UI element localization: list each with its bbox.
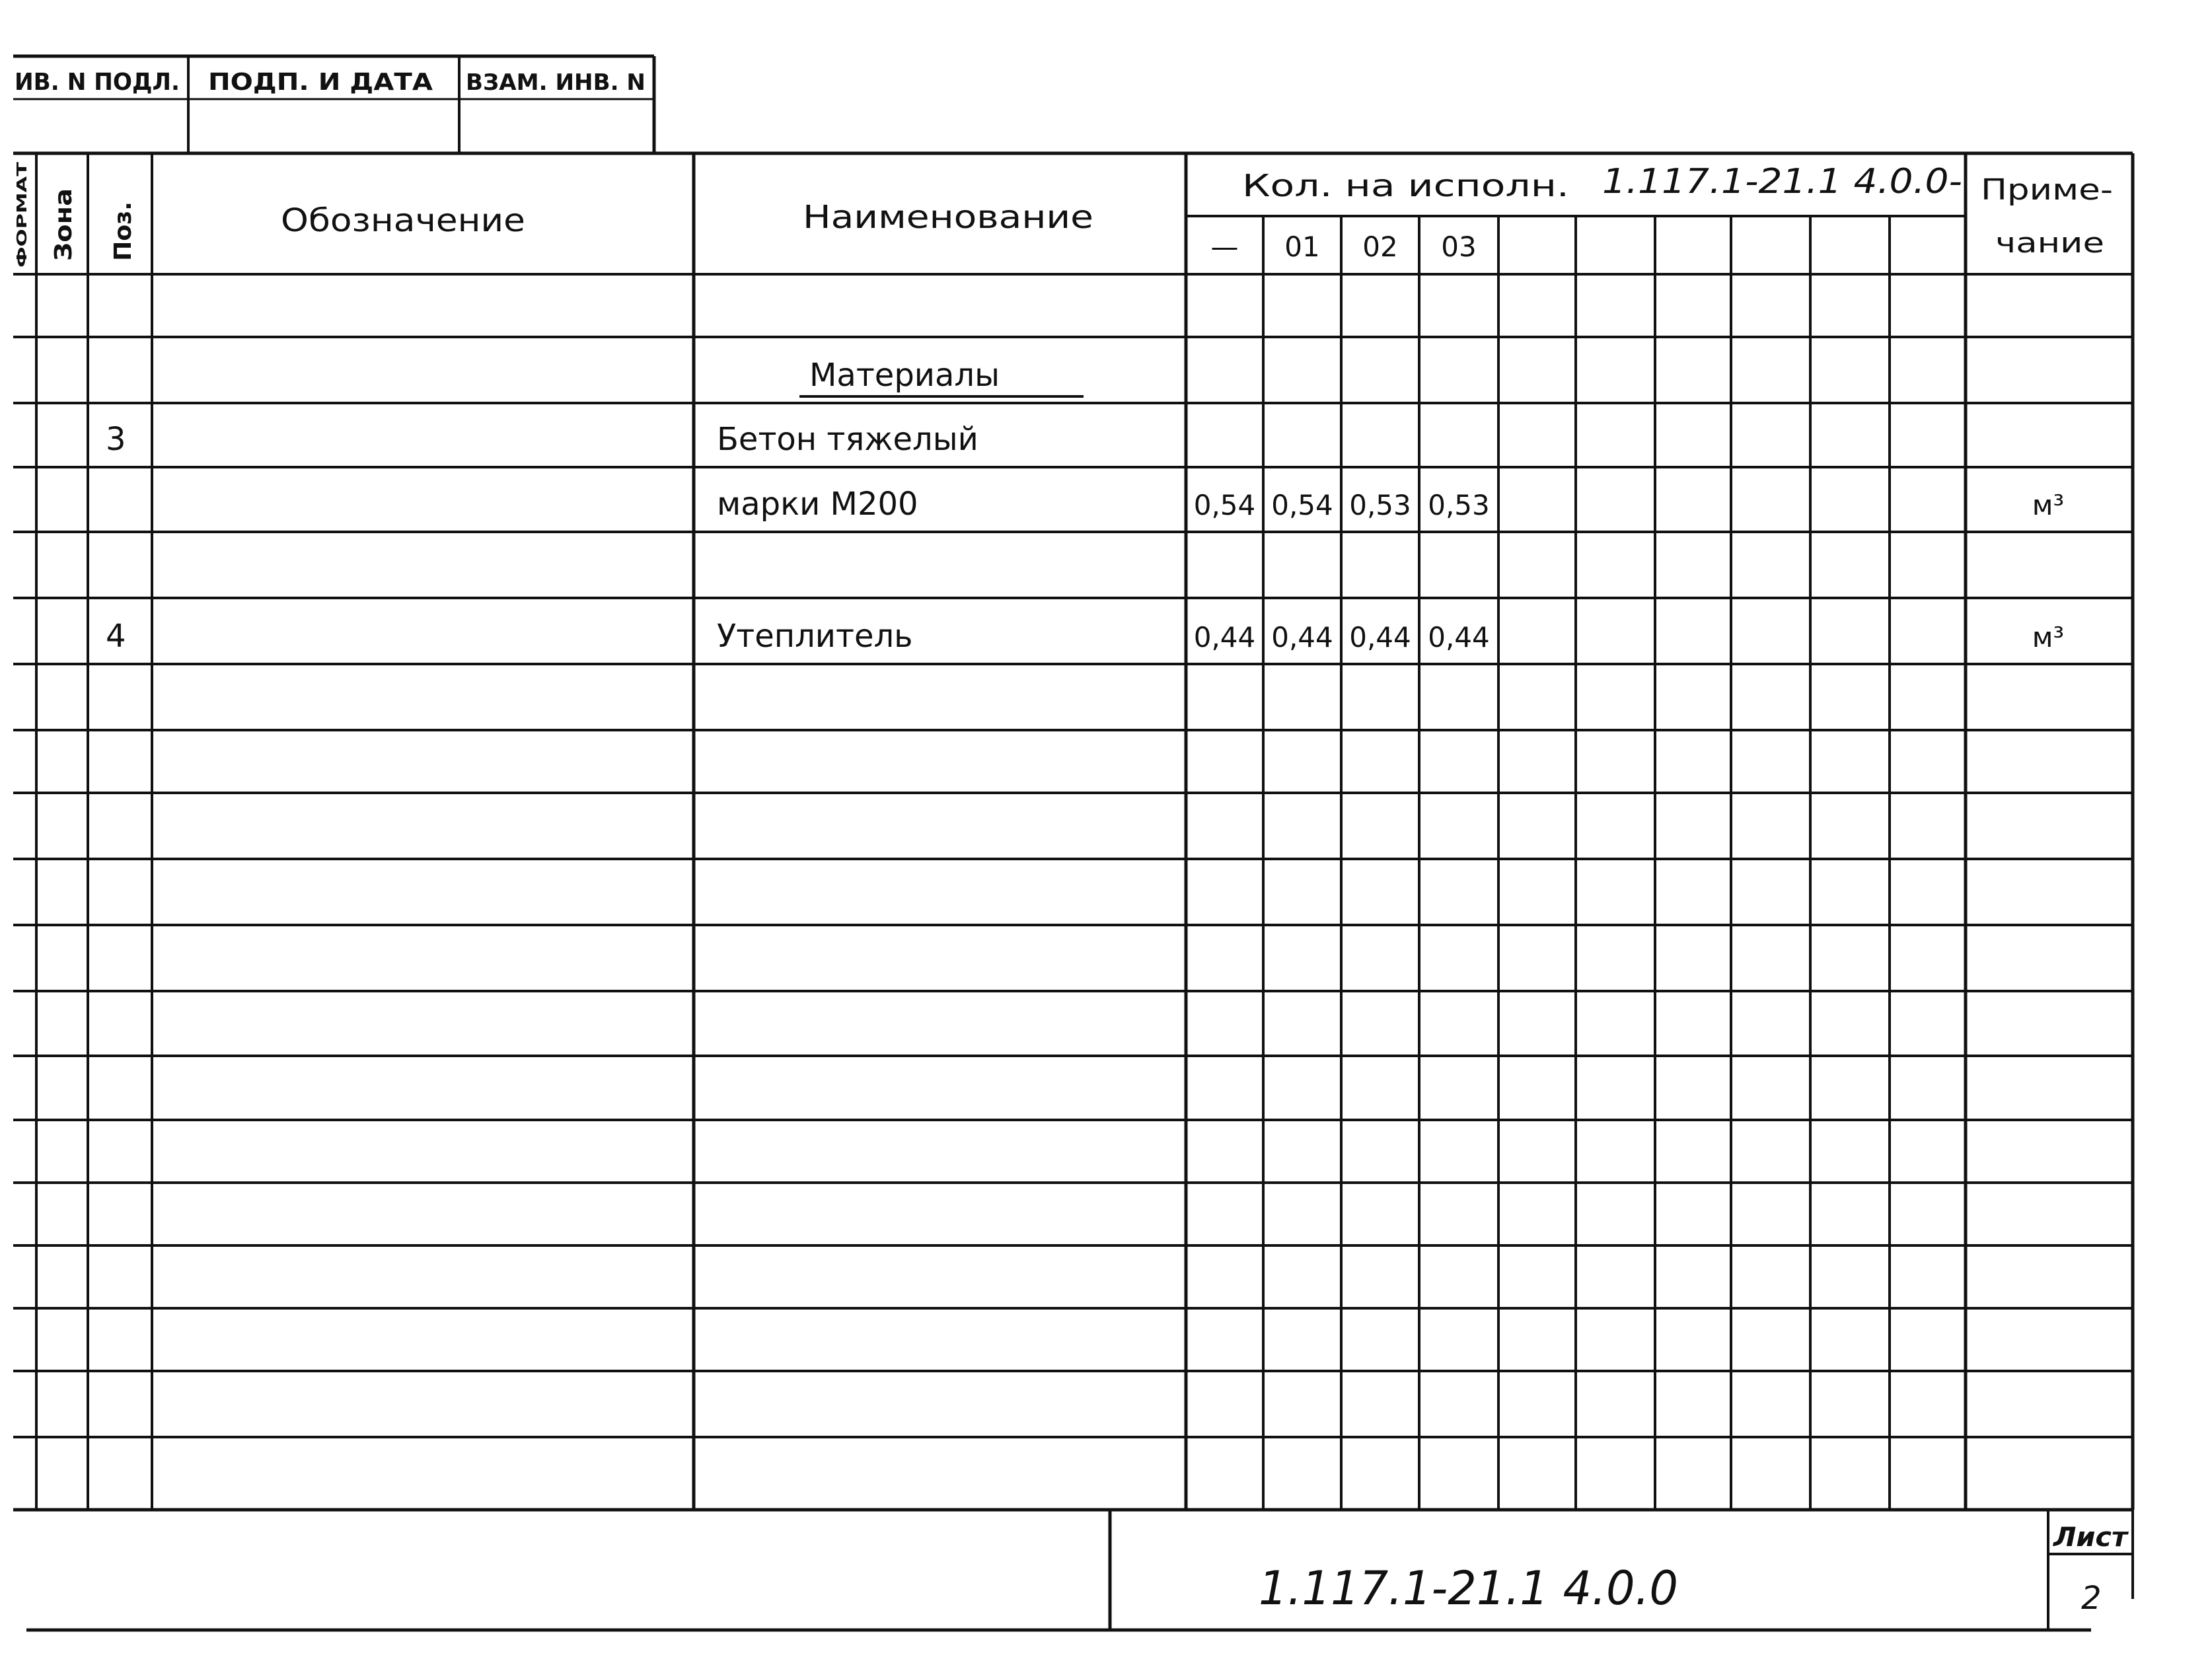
variant-header-1: 01	[1284, 231, 1320, 263]
row-qty-1: 0,44	[1271, 621, 1333, 653]
table-header	[14, 161, 2113, 268]
row-poz: 4	[106, 618, 126, 655]
sheet-number: 2	[2081, 1580, 2102, 1617]
header-kol-code: 1.117.1-21.1 4.0.0-	[1602, 162, 1962, 202]
row-qty-0: 0,54	[1193, 489, 1256, 521]
variant-header-2: 02	[1362, 231, 1398, 263]
variant-header-3: 03	[1441, 231, 1477, 263]
header-poz: Поз.	[110, 202, 137, 261]
row-poz: 3	[106, 421, 126, 458]
row-qty-0: 0,44	[1193, 621, 1256, 653]
spec-table-grid	[13, 153, 2133, 1510]
row-note: м³	[2032, 489, 2065, 521]
row-qty-2: 0,44	[1349, 621, 1411, 653]
header-primech-2: чание	[1995, 227, 2104, 259]
approval-stamp	[13, 56, 654, 153]
header-naimenovanie: Наименование	[803, 199, 1093, 236]
header-kol-prefix: Кол. на исполн.	[1242, 168, 1569, 204]
row-qty-3: 0,53	[1428, 489, 1490, 521]
stamp-inv-label: ИВ. N ПОДЛ.	[15, 69, 180, 96]
header-primech-1: Приме-	[1981, 173, 2113, 207]
header-zona: Зона	[50, 195, 77, 261]
row-qty-3: 0,44	[1428, 621, 1490, 653]
table-row	[717, 486, 2064, 523]
table-body	[106, 357, 2064, 655]
title-designation: 1.117.1-21.1 4.0.0	[1259, 1561, 1678, 1615]
table-row	[106, 618, 2064, 655]
stamp-replace-label: ВЗАМ. ИНВ. N	[466, 69, 645, 96]
title-block	[26, 1510, 2133, 1630]
row-name: Утеплитель	[717, 618, 913, 655]
variant-header-0: —	[1210, 231, 1239, 263]
row-name: Бетон тяжелый	[717, 421, 978, 458]
table-row	[799, 357, 1084, 396]
row-qty-2: 0,53	[1349, 489, 1411, 521]
row-qty-1: 0,54	[1271, 489, 1333, 521]
stamp-sign-label: ПОДП. И ДАТА	[208, 69, 433, 96]
row-name: марки М200	[717, 486, 918, 523]
section-heading: Материалы	[809, 357, 1000, 394]
header-format: ФОРМАТ	[14, 201, 30, 268]
row-note: м³	[2032, 621, 2065, 653]
header-oboznachenie: Обозначение	[281, 202, 525, 239]
sheet-label: Лист	[2052, 1522, 2129, 1553]
table-row	[106, 421, 978, 458]
